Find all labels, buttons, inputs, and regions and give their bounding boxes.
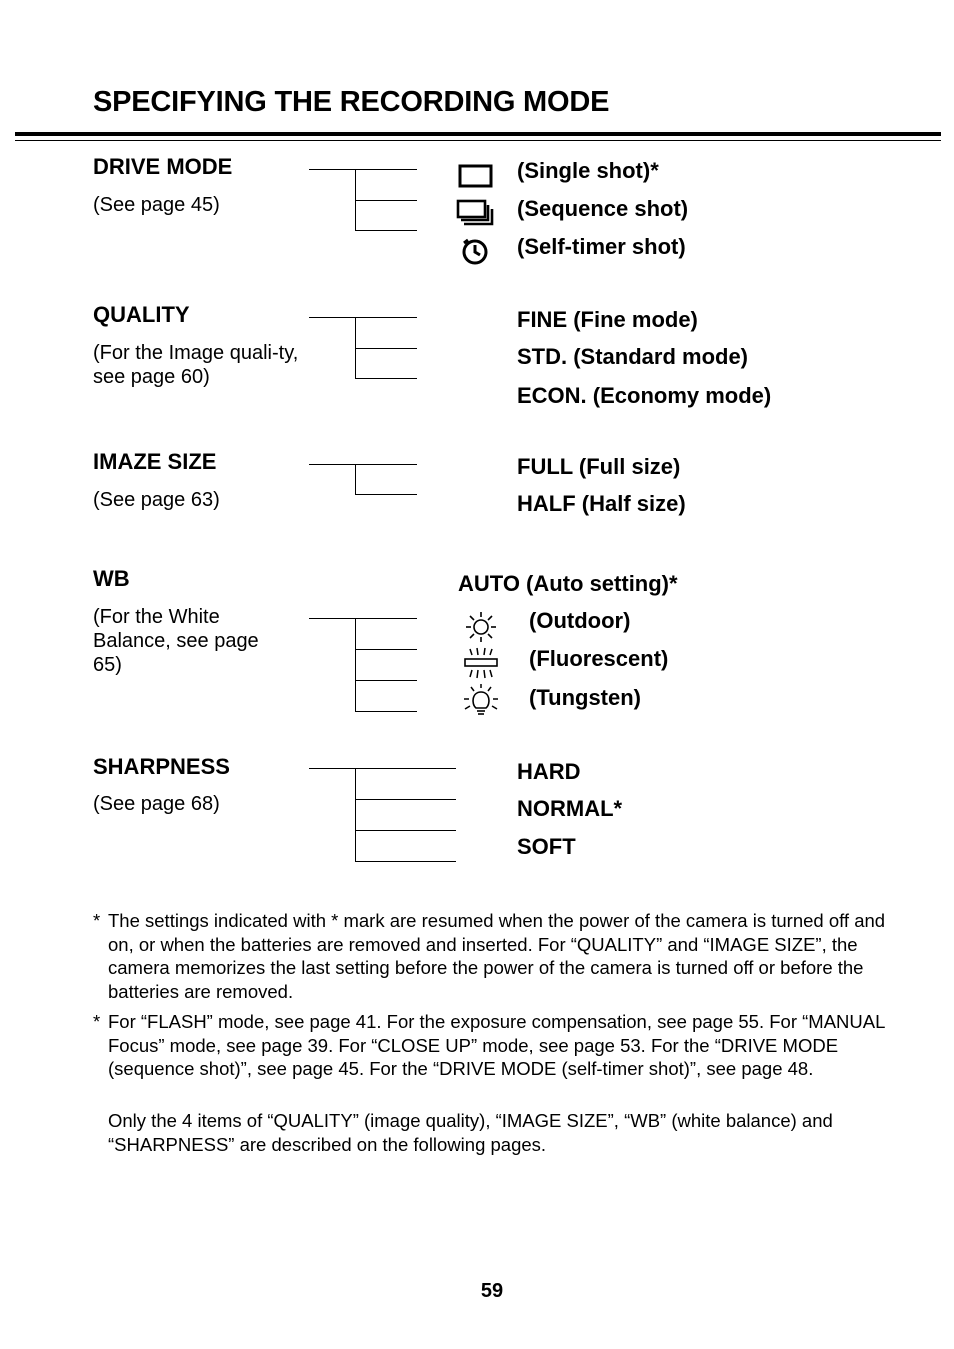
drive-mode-heading: DRIVE MODE: [93, 154, 233, 179]
quality-subtitle: (For the Image quali-ty, see page 60): [93, 342, 299, 388]
footnote-marker: *: [93, 1011, 101, 1032]
wb-option-tungsten: (Tungsten): [529, 685, 642, 710]
fluorescent-icon: [462, 647, 500, 679]
drive-mode-subtitle: (See page 45): [93, 194, 220, 216]
quality-option-std: STD. (Standard mode): [517, 344, 749, 369]
wb-heading: WB: [93, 566, 130, 591]
wb-option-auto: AUTO (Auto setting)*: [458, 571, 678, 596]
sharpness-subtitle: (See page 68): [93, 793, 220, 815]
footnote-2: [93, 1010, 898, 1081]
title-rule-thick: [15, 132, 941, 136]
footnote-text: For “FLASH” mode, see page 41. For the exposure compensation, see page 55. For “MANUAL Focus” mode, see page 39. For “CLOSE UP” mode, see page 53. For the “DRIVE MODE (sequence shot)”, see page 45. For the “DRIVE MODE (self-timer shot)”, see page 48.: [108, 1011, 885, 1079]
single-shot-icon: [458, 163, 494, 189]
quality-option-econ: ECON. (Economy mode): [517, 383, 772, 408]
page-title: SPECIFYING THE RECORDING MODE: [93, 86, 610, 118]
wb-subtitle: (For the White Balance, see page 65): [93, 606, 259, 676]
image-size-option-half: HALF (Half size): [517, 491, 686, 516]
quality-option-fine: FINE (Fine mode): [517, 307, 698, 332]
wb-option-fluorescent: (Fluorescent): [529, 646, 669, 671]
image-size-option-full: FULL (Full size): [517, 454, 681, 479]
sharpness-option-soft: SOFT: [517, 834, 576, 859]
footnote-1: [93, 909, 898, 1003]
quality-heading: QUALITY: [93, 302, 190, 327]
footnote-marker: *: [93, 910, 101, 931]
footnote-text: The settings indicated with * mark are resumed when the power of the camera is turned off and on, or when the batteries are removed and inserted. For “QUALITY” and “IMAGE SIZE”, the camera memorizes the last setting before the power of the camera is turned off or before the batteries are removed.: [108, 910, 886, 1002]
title-rule-thin: [15, 140, 941, 141]
sharpness-option-normal: NORMAL*: [517, 796, 623, 821]
wb-option-outdoor: (Outdoor): [529, 608, 631, 633]
drive-option-sequence-shot: (Sequence shot): [517, 196, 689, 221]
sun-icon: [463, 610, 499, 644]
drive-option-self-timer-shot: (Self-timer shot): [517, 234, 686, 259]
sharpness-option-hard: HARD: [517, 759, 581, 784]
image-size-heading: IMAZE SIZE: [93, 449, 217, 474]
footnote-3: [108, 1109, 898, 1156]
tungsten-bulb-icon: [462, 682, 500, 720]
self-timer-icon: [458, 234, 492, 266]
drive-option-single-shot: (Single shot)*: [517, 158, 659, 183]
footnote-text: Only the 4 items of “QUALITY” (image quality), “IMAGE SIZE”, “WB” (white balance) and “SHARPNESS” are described on the following pages.: [108, 1110, 833, 1155]
sequence-shot-icon: [456, 198, 496, 228]
sharpness-heading: SHARPNESS: [93, 754, 230, 779]
page-number: 59: [480, 1280, 504, 1302]
image-size-subtitle: (See page 63): [93, 489, 220, 511]
